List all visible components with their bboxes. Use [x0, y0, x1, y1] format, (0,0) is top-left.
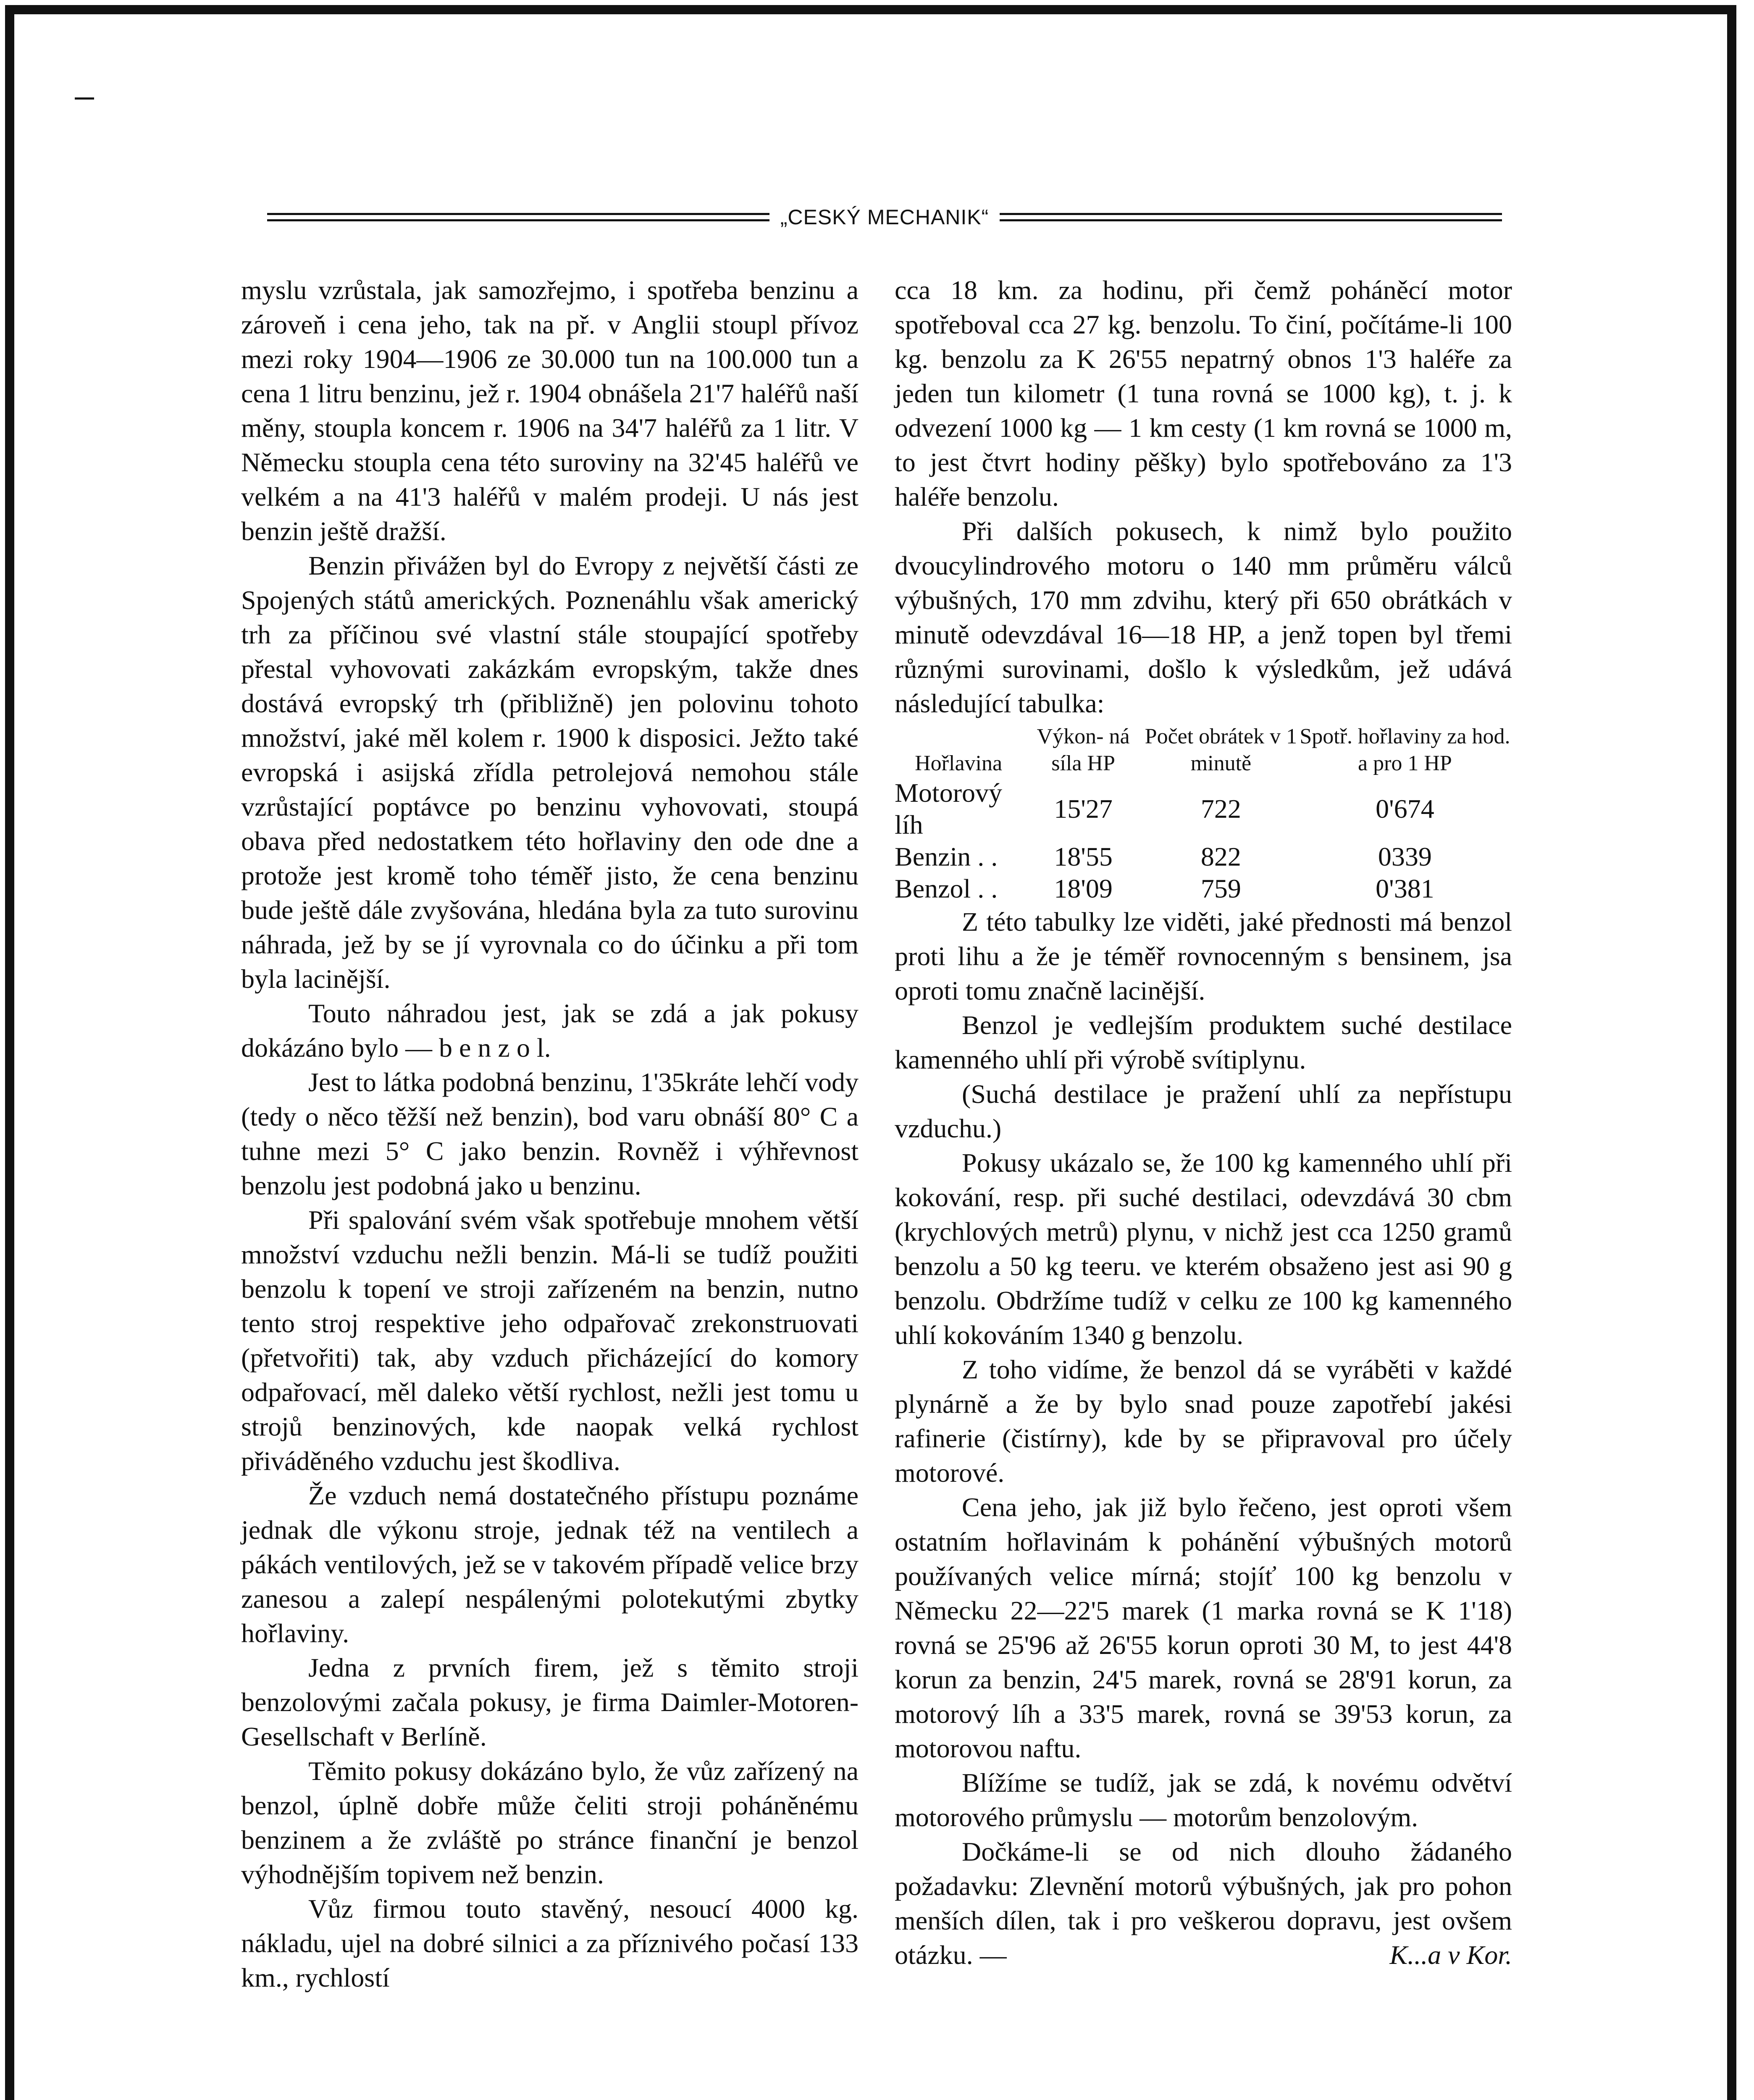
- journal-title: „CESKÝ MECHANIK“: [780, 205, 989, 229]
- table-cell: 759: [1200, 874, 1241, 903]
- table-cell: 15'27: [1054, 794, 1113, 824]
- table-cell: 18'55: [1054, 842, 1113, 872]
- paragraph-text: Dočkáme-li se od nich dlouho žádaného požadavku: Zlevnění motorů výbušných, jak pro pohon menších dílen, tak i pro veškerou dopravu, jest ovšem otázku. —: [895, 1837, 1512, 1970]
- table-header: Hořlavina: [915, 751, 1003, 775]
- table-cell: Benzol . .: [895, 874, 998, 903]
- table-cell: 0'381: [1376, 874, 1434, 903]
- running-header: [267, 198, 1502, 236]
- table-cell: 0'674: [1376, 794, 1434, 824]
- paragraph: Těmito pokusy dokázáno bylo, že vůz zařízený na benzol, úplně dobře může čeliti stroji poháněnému benzinem a že zvláště po stránce finanční je benzol výhodnějším topivem než benzin.: [241, 1756, 859, 1889]
- paragraph: Jest to látka podobná benzinu, 1'35kráte lehčí vody (tedy o něco těžší než benzin), bod varu obnáší 80° C a tuhne mezi 5° C jako benzin. Rovněž i výhřevnost benzolu jest podobná jako u benzinu.: [241, 1067, 859, 1200]
- paragraph: cca 18 km. za hodinu, při čemž poháněcí motor spotřeboval cca 27 kg. benzolu. To činí, počítáme-li 100 kg. benzolu za K 26'55 nepatrný obnos 1'3 haléře za jeden tun kilometr (1 tuna rovná se 1000 kg), t. j. k odvezení 1000 kg — 1 km cesty (1 km rovná se 1000 m, to jest čtvrt hodiny pěšky) bylo spotřebováno za 1'3 haléře benzolu.: [895, 275, 1512, 512]
- table-row: [895, 777, 1512, 841]
- table-header-row: [895, 723, 1512, 777]
- paragraph: (Suchá destilace je pražení uhlí za nepřístupu vzduchu.): [895, 1079, 1512, 1143]
- paragraph: Jedna z prvních firem, jež s těmito stroji benzolovými začala pokusy, je firma Daimler-Motoren-Gesellschaft v Berlíně.: [241, 1653, 859, 1751]
- paragraph: Že vzduch nemá dostatečného přístupu poznáme jednak dle výkonu stroje, jednak též na ventilech a pákách ventilových, jež se v takovém případě velice brzy zanesou a zalepí nespálenými polotekutými zbytky hořlaviny.: [241, 1480, 859, 1648]
- closing-paragraph: [895, 1835, 1512, 1972]
- paragraph: myslu vzrůstala, jak samozřejmo, i spotřeba benzinu a zároveň i cena jeho, tak na př. v Anglii stoupl přívoz mezi roky 1904—1906 ze 30.000 tun na 100.000 tun a cena 1 litru benzinu, jež r. 1904 obnášela 21'7 haléřů naší měny, stoupla koncem r. 1906 na 34'7 haléřů za 1 litr. V Německu stoupla cena této suroviny na 32'45 haléřů ve velkém a na 41'3 haléřů v malém prodeji. U nás jest benzin ještě dražší.: [241, 275, 859, 546]
- table-cell: 722: [1200, 794, 1241, 824]
- paragraph: Cena jeho, jak již bylo řečeno, jest oproti všem ostatním hořlavinám k pohánění výbušných motorů používaných velice mírná; stojíť 100 kg benzolu v Německu 22—22'5 marek (1 marka rovná se K 1'18) rovná se 25'96 až 26'55 korun oproti 30 M, to jest 44'8 korun za benzin, 24'5 marek, rovná se 28'91 korun, za motorový líh a 33'5 marek, rovná se 39'53 korun, za motorovou naftu.: [895, 1492, 1512, 1763]
- table-cell: 0339: [1378, 842, 1432, 872]
- table-header: Výkon- ná síla HP: [1037, 724, 1130, 775]
- paragraph: Při dalších pokusech, k nimž bylo použito dvoucylindrového motoru o 140 mm průměru válců výbušných, 170 mm zdvihu, který při 650 obrátkách v minutě odevzdával 16—18 HP, a jenž topen byl třemi různými surovinami, došlo k výsledkům, jež udává následující tabulka:: [895, 516, 1512, 718]
- paragraph: Blížíme se tudíž, jak se zdá, k novému odvětví motorového průmyslu — motorům benzolovým.: [895, 1768, 1512, 1832]
- scan-mark: [75, 97, 94, 100]
- table-header: Počet obrátek v 1 minutě: [1145, 724, 1297, 775]
- paragraph: Pokusy ukázalo se, že 100 kg kamenného uhlí při kokování, resp. při suché destilaci, odevzdává 30 cbm (krychlových metrů) plynu, v nichž jest cca 1250 gramů benzolu a 50 kg teeru. ve kterém obsaženo jest asi 90 g benzolu. Obdržíme tudíž v celku ze 100 kg kamenného uhlí kokováním 1340 g benzolu.: [895, 1148, 1512, 1350]
- table-cell: 18'09: [1054, 874, 1113, 903]
- table-row: [895, 841, 1512, 873]
- table-cell: 822: [1200, 842, 1241, 872]
- table-row: [895, 873, 1512, 905]
- header-rule-right: [1000, 213, 1502, 221]
- fuel-comparison-table: [895, 723, 1512, 905]
- table-cell: Benzin . .: [895, 842, 998, 872]
- paragraph: Touto náhradou jest, jak se zdá a jak pokusy dokázáno bylo — b e n z o l.: [241, 998, 859, 1063]
- author-signature: K...a v Kor.: [1389, 1940, 1512, 1970]
- paragraph: Benzol je vedlejším produktem suché destilace kamenného uhlí při výrobě svítiplynu.: [895, 1010, 1512, 1074]
- paragraph: Z této tabulky lze viděti, jaké přednosti má benzol proti lihu a že je téměř rovnocenným s bensinem, jsa oproti tomu značně lacinější.: [895, 907, 1512, 1005]
- header-rule-left: [267, 213, 769, 221]
- table-cell: Motorový líh: [895, 778, 1002, 840]
- paragraph: Při spalování svém však spotřebuje mnohem větší množství vzduchu nežli benzin. Má-li se tudíž použiti benzolu k topení ve stroji zařízeném na benzin, nutno tento stroj respektive jeho odpařovač zrekonstruovati (přetvořiti) tak, aby vzduch přicházející do komory odpařovací, měl daleko větší rychlost, nežli jest tomu u strojů benzinových, kde naopak velká rychlost přiváděného vzduchu jest škodliva.: [241, 1205, 859, 1476]
- left-column: [241, 273, 859, 2100]
- paragraph: Benzin přivážen byl do Evropy z největší části ze Spojených států amerických. Poznenáhlu však americký trh za příčinou své vlastní stále stoupající spotřeby přestal vyhovovati zakázkám evropským, takže dnes dostává evropský trh (přibližně) jen polovinu tohoto množství, jaké měl kolem r. 1900 k disposici. Ježto také evropská i asijská zřídla petrolejová nemohou stále vzrůstající poptávce po benzinu vyhovovati, stoupá obava před nedostatkem této hořlaviny den ode dne a protože jest kromě toho téměř jisto, že cena benzinu bude ještě dále zvyšována, hledána byla za tuto surovinu náhrada, jež by se jí vyrovnala co do účinku a při tom byla lacinější.: [241, 551, 859, 994]
- right-column: [895, 273, 1512, 2100]
- paragraph: Z toho vidíme, že benzol dá se vyráběti v každé plynárně a že by bylo snad pouze zapotřebí jakési rafinerie (čistírny), kde by se připravoval pro účely motorové.: [895, 1354, 1512, 1488]
- paragraph: Vůz firmou touto stavěný, nesoucí 4000 kg. nákladu, ujel na dobré silnici a za příznivého počasí 133 km., rychlostí: [241, 1894, 859, 1992]
- table-header: Spotř. hořlaviny za hod. a pro 1 HP: [1300, 724, 1510, 775]
